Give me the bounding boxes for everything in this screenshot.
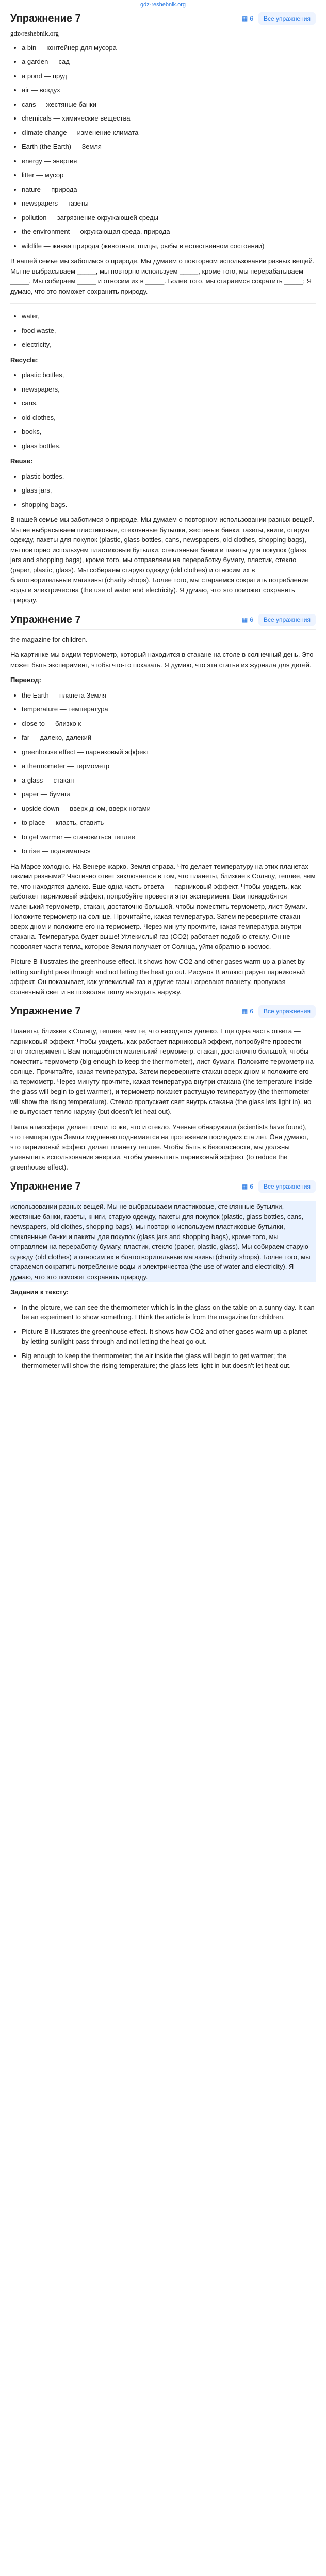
recycle-list (10, 370, 316, 451)
list-item: • glass bottles. (22, 441, 316, 451)
vocab-list (10, 43, 316, 251)
paragraph: Планеты, близкие к Солнцу, теплее, чем те, что находятся далеко. Еще одна часть ответа — парниковый эффект. Чтобы увидеть, как работает парниковый эффект, попробуйте провести этот эксперимент. Вам понадобятся маленький термометр, стакан, достаточно большой, чтобы поместить термометр (big enough to keep the thermometer), лист бумаги. Положите термометр на солнце. Прочитайте, какая температура. Затем переверните стакан вверх дном и положите его на термометр. Через минуту прочтите, какая температура внутри стакана (the temperature inside the glass will begin to get warmer), и термометр покажет растущую температуру (the thermometer will show the rising temperature). Стекло пропускает свет внутрь стакана (the glass lets light in), но не выпускает тепло наружу (but doesn't let heat out). (10, 1027, 314, 1115)
list-item: • books, (22, 427, 316, 437)
header-tools (242, 614, 316, 626)
paragraph: В нашей семье мы заботимся о природе. Мы думаем о повторном использовании разных вещей. Мы не выбрасываем _____, мы повторно используем _____, кроме того, мы перерабатываем _____. Мы собираем _____ и относим их в _____. Более того, мы стараемся сократить _____; Я думаю, что это поможет сохранить природу. (10, 257, 315, 295)
paragraph: the magazine for children. (10, 635, 88, 643)
list-item: • air — воздух (22, 85, 316, 95)
list-item: • chemicals — химические вещества (22, 113, 316, 124)
list-item: • energy — энергия (22, 156, 316, 166)
list-item: • upside down — вверх дном, вверх ногами (22, 804, 316, 814)
counter-value: 6 (250, 1008, 253, 1015)
exercise-header (10, 611, 316, 630)
list-item: • to get warmer — становиться теплее (22, 832, 316, 842)
counter-value: 6 (250, 1183, 253, 1190)
list-item: • pollution — загрязнение окружающей среды (22, 213, 316, 223)
list-item: • a glass — стакан (22, 775, 316, 786)
list-item: • greenhouse effect — парниковый эффект (22, 747, 316, 757)
list-item: • Picture B illustrates the greenhouse effect. It shows how CO2 and other gases warm up a planet by letting sunlight pass through and not letting the heat go out. (22, 1327, 316, 1347)
list-item: • newspapers — газеты (22, 198, 316, 209)
task-title: Задания к тексту: (10, 1288, 69, 1296)
list-item: • water, (22, 311, 316, 321)
exercise-header (10, 1002, 316, 1021)
list-item: • paper — бумага (22, 789, 316, 800)
grid-icon: ▦ (241, 1183, 248, 1190)
list-item: • Earth (the Earth) — Земля (22, 142, 316, 152)
counter-badge (242, 1182, 253, 1191)
all-exercises-button[interactable]: Все упражнения (258, 12, 316, 25)
exercise-header (10, 1177, 316, 1196)
header-tools (242, 12, 316, 25)
list-item: • shopping bags. (22, 500, 316, 510)
grid-icon: ▦ (241, 1008, 248, 1015)
counter-value: 6 (250, 15, 253, 22)
list-label: Перевод: (10, 676, 41, 684)
exercise-title: Упражнение 7 (10, 1181, 81, 1192)
all-exercises-button[interactable]: Все упражнения (258, 614, 316, 626)
list-item: • far — далеко, далекий (22, 733, 316, 743)
exercise-card-4 (4, 1177, 322, 1371)
list-item: • newspapers, (22, 384, 316, 395)
list-item: • plastic bottles, (22, 370, 316, 380)
all-exercises-button[interactable]: Все упражнения (258, 1005, 316, 1018)
list-item: • cans — жестяные банки (22, 99, 316, 110)
paragraph: Picture B illustrates the greenhouse effect. It shows how CO2 and other gases warm up a planet by letting sunlight pass through and not letting the heat go out. Рисунок B иллюстрирует парниковый эффект. Он показывает, как углекислый газ и другие газы нагревают планету, пропуская солнечный свет и не позволяя теплу выходить наружу. (10, 958, 305, 996)
reuse2-list (10, 471, 316, 510)
header-tools (242, 1005, 316, 1018)
exercise-header (10, 9, 316, 28)
paragraph: использовании разных вещей. Мы не выбрасываем пластиковые, стеклянные бутылки, жестяные банки, газеты, книги, старую одежду, пакеты для покупок (plastic, glass bottles, cans, newspapers, old clothes, shopping bags), мы повторно используем пластиковые бутылки, стеклянные банки и пакеты для покупок (glass jars and shopping bags), кроме того, мы отправляем на переработку бумагу, пластик, стекло (paper, plastic, glass). Мы собираем старую одежду (old clothes) и относим их в благотворительные магазины (charity shops). Более того, мы стараемся сократить потребление воды и электричества (the use of water and electricity). Я думаю, что это поможет сохранить природу. (10, 1201, 316, 1282)
list-item: • a thermometer — термометр (22, 761, 316, 771)
exercise-title: Упражнение 7 (10, 1006, 81, 1017)
list-item: • to place — класть, ставить (22, 818, 316, 828)
exercise-title: Упражнение 7 (10, 13, 81, 24)
list-item: • climate change — изменение климата (22, 128, 316, 138)
reuse-label: Reuse: (10, 457, 33, 465)
list-item: • glass jars, (22, 485, 316, 496)
divider (10, 303, 316, 304)
grid-icon: ▦ (241, 15, 248, 22)
vocab-list-2 (10, 690, 316, 856)
counter-badge (242, 14, 253, 23)
list-item: • wildlife — живая природа (животные, птицы, рыбы в естественном состоянии) (22, 241, 316, 251)
site-domain[interactable]: gdz-reshebnik.org (140, 2, 186, 8)
list-item: • the Earth — планета Земля (22, 690, 316, 701)
answers-list (10, 1302, 316, 1371)
list-item: • In the picture, we can see the thermometer which is in the glass on the table on a sunny day. It can be an experiment to show something. I think the article is from the magazine for children. (22, 1302, 316, 1323)
recycle-label: Recycle: (10, 355, 38, 364)
exercise-card-3 (4, 1002, 322, 1172)
counter-value: 6 (250, 616, 253, 623)
list-item: • a pond — пруд (22, 71, 316, 81)
paragraph: На картинке мы видим термометр, который находится в стакане на столе в солнечный день. Это может быть эксперимент, чтобы что-то показать. Я думаю, что эта статья из журнала для детей. (10, 651, 314, 669)
list-item: • plastic bottles, (22, 471, 316, 482)
list-item: • nature — природа (22, 184, 316, 195)
list-item: • Big enough to keep the thermometer; the air inside the glass will begin to get warmer; the thermometer will show the rising temperature; the glass lets light in but doesn't let heat out. (22, 1351, 316, 1371)
counter-badge (242, 615, 253, 624)
paragraph: Наша атмосфера делает почти то же, что и стекло. Ученые обнаружили (scientists have found), что температура Земли медленно поднимается на протяжении последних ста лет. Они думают, что парниковый эффект делает планету теплее. Чтобы быть в безопасности, мы должны уменьшить использование энергии, чтобы уменьшить парниковый эффект (to reduce the greenhouse effect). (10, 1123, 309, 1171)
list-item: • litter — мусор (22, 170, 316, 180)
list-item: • food waste, (22, 326, 316, 336)
list-item: • temperature — температура (22, 704, 316, 715)
list-item: • electricity, (22, 340, 316, 350)
paragraph: В нашей семье мы заботимся о природе. Мы думаем о повторном использовании разных вещей. Мы не выбрасываем пластиковые, стеклянные бутылки, жестяные банки, газеты, книги, старую одежду, пакеты для покупок (plastic, glass bottles, cans, newspapers, old clothes, shopping bags), мы повторно используем пластиковые бутылки, стеклянные банки и пакеты для покупок (glass jars and shopping bags), кроме того, мы отправляем на переработку бумагу, пластик, стекло (paper, plastic, glass). Мы собираем старую одежду (old clothes) и относим их в благотворительные магазины (charity shops). Более того, мы стараемся сократить потребление воды и электричества (the use of water and electricity). Я думаю, что это поможет сохранить природу. (10, 516, 315, 604)
exercise-card-2 (4, 611, 322, 997)
exercise-title: Упражнение 7 (10, 614, 81, 625)
list-item: • old clothes, (22, 413, 316, 423)
reuse-list (10, 311, 316, 350)
paragraph: На Марсе холодно. На Венере жарко. Земля справа. Что делает температуру на этих планетах такими разными? Частично ответ заключается в том, что планеты, близкие к Солнцу, теплее, чем те, что находятся далеко. Еще одна часть ответа — парниковый эффект. Чтобы увидеть, как работает парниковый эффект, попробуйте провести этот эксперимент. Вам понадобятся маленький термометр, стакан, достаточно большой, чтобы поместить термометр, лист бумаги. Положите термометр на солнце. Прочитайте, какая температура. Затем переверните стакан вверх дном и положите его на термометр. Через минуту прочтите, какая температура внутри стакана. Температура будет выше! Углекислый газ (CO2) работает подобно стеклу. Он не позволяет части тепла, которое Земля получает от Солнца, уйти обратно в космос. (10, 862, 316, 951)
counter-badge (242, 1007, 253, 1016)
list-item: • close to — близко к (22, 719, 316, 729)
grid-icon: ▦ (241, 616, 248, 623)
list-item: • a bin — контейнер для мусора (22, 43, 316, 53)
list-item: • a garden — сад (22, 57, 316, 67)
exercise-card-1 (4, 9, 322, 605)
watermark: gdz-reshebnik.org (10, 29, 59, 37)
list-item: • the environment — окружающая среда, природа (22, 227, 316, 237)
list-item: • to rise — подниматься (22, 846, 316, 856)
all-exercises-button[interactable]: Все упражнения (258, 1180, 316, 1193)
list-item: • cans, (22, 398, 316, 409)
header-tools (242, 1180, 316, 1193)
